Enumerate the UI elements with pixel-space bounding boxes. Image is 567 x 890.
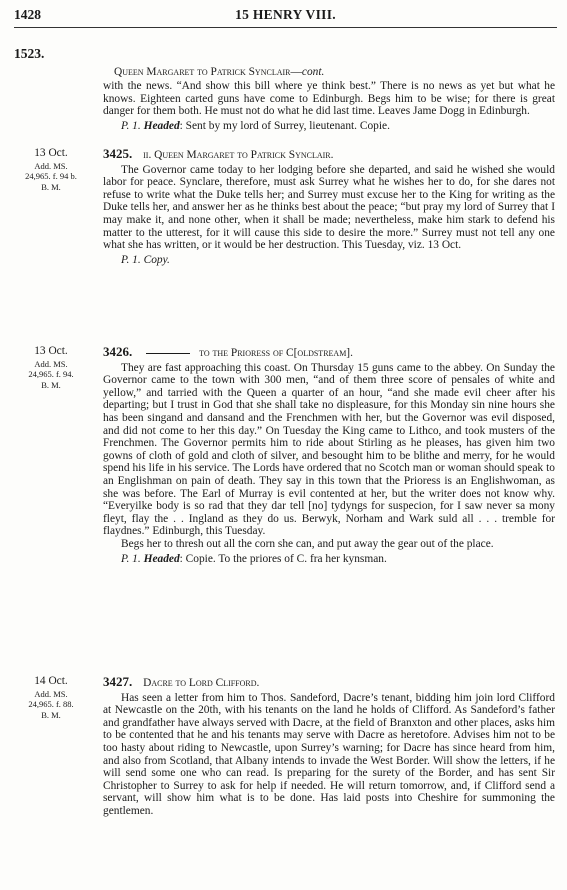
entry-3425-body: The Governor came today to her lodging before she departed, and said he wished she would labor for peace. Synclare, therefore, must ask Surrey what he wishes her to do, for she dares not refuse to write what the Duke tells her; and Surrey must excuse her to the King for writing as the Duke tells her, and answer her as he thinks best about the peace; “but pray my lord of Surrey that I may make it, and none other, when it shall be made; nevertheless, make him stark to defend his matter to the utterest, for it will cause this side to desire the more.” Surrey must not tell any one what she has written, or it would be her destruction. This Tuesday, viz. 13 Oct. xyxy=(103,163,555,252)
continued-entry-title: Queen Margaret to Patrick Synclair—cont. xyxy=(114,66,325,78)
entry-3425-margin: 13 Oct. Add. MS. 24,965. f. 94 b. B. M. xyxy=(25,147,77,192)
continued-body: with the news. “And show this bill where ye think best.” There is no news as yet but what he knows. Eighteen carted guns have come to Edinburgh. Begs him to be wise; for there is great danger for them both. He must not do what he did last time. Leaves Jame Dogg in Edinburgh. xyxy=(103,80,555,118)
running-title: 15 HENRY VIII. xyxy=(235,7,336,22)
page-header xyxy=(14,7,557,25)
entry-3427-margin: 14 Oct. Add. MS. 24,965. f. 88. B. M. xyxy=(28,675,74,720)
entry-3426-heading: 3426. to the Prioress of C[oldstream]. xyxy=(103,344,353,359)
header-rule xyxy=(14,27,557,28)
entry-3427-body: Has seen a letter from him to Thos. Sandeford, Dacre’s tenant, bidding him join lord Clifford at Newcastle on the 20th, with his tenants on the land he holds of Clifford. As Sandeford’s father and grandfather have always served with Dacre, at the field of Branxton and other places, asks him to be contented that he and his tenants may serve with Dacre as heretofore. Advises him not to be too hasty about riding to Newcastle, upon Surrey’s warning; for Dacre has since heard from him, and also from Scotland, that Albany intends to invade the West Border. Will show the letters, if he will send some one who can read. Is preparing for the surety of the Border, and has sent Sir Christopher to Surrey to ask for help if needed. He will return tomorrow, and, if Clifford send a servant, will show him what is to be done. Has laid posts into Cheshire for summoning the gentlemen. xyxy=(103,691,555,817)
continued-note: P. 1. Headed: Sent by my lord of Surrey, lieutenant. Copie. xyxy=(121,119,390,132)
entry-3426 xyxy=(103,346,555,565)
entry-3427 xyxy=(103,676,555,818)
page-number: 1428 xyxy=(14,7,41,22)
entry-3426-body2: Begs her to thresh out all the corn she can, and put away the gear out of the place. xyxy=(121,537,494,550)
year-marker: 1523. xyxy=(14,46,45,61)
continued-entry xyxy=(103,80,555,132)
entry-3425 xyxy=(103,148,555,266)
entry-3425-note: P. 1. Copy. xyxy=(121,253,170,266)
entry-3425-heading: 3425. ii. Queen Margaret to Patrick Synclair. xyxy=(103,146,334,161)
entry-3426-note: P. 1. Headed: Copie. To the priores of C. fra her kynsman. xyxy=(121,552,387,565)
entry-3426-margin: 13 Oct. Add. MS. 24,965. f. 94. B. M. xyxy=(28,345,74,390)
entry-3426-body: They are fast approaching this coast. On Thursday 15 guns came to the abbey. On Sunday the Governor came to the town with 300 men, “and of them three score of pensales of white and yellow,” and tarried with the Queen a quarter of an hour, “and she made evil cheer after his departing; but I trust in God that she shall take no displeasure, for this Monday sin nine hours she has been singand and dansand and the Frenchmen with her, but the Governor was evil disposed, and did not come to her this day.” On Tuesday the King came to Lithco, and took musters of the Frenchmen. The Governor permits him to ride about Stirling as he pleases, has given him two gowns of cloth of gold and cloth of silver, and besought him to be blithe and merry, for he would spend his life in his service. The Lords have ordered that no Scotch man or woman should speak to an Englishman on pain of death. They say in this town that the Prioress is an Englishwoman, as she was before. The Earl of Murray is evil contented at her, but the writer does not know why. “Everyilke body is so rad that they dar tell [no] tydyngs for suspecion, for I saw never sa mony fleyt, flay the . . Ingland as they do us. Berwyk, Norham and Wark suld all . . . tremble for flaydnes.” Edinburgh, this Tuesday. xyxy=(103,361,555,538)
author-dash xyxy=(146,353,190,354)
entry-3427-heading: 3427. Dacre to Lord Clifford. xyxy=(103,674,260,689)
